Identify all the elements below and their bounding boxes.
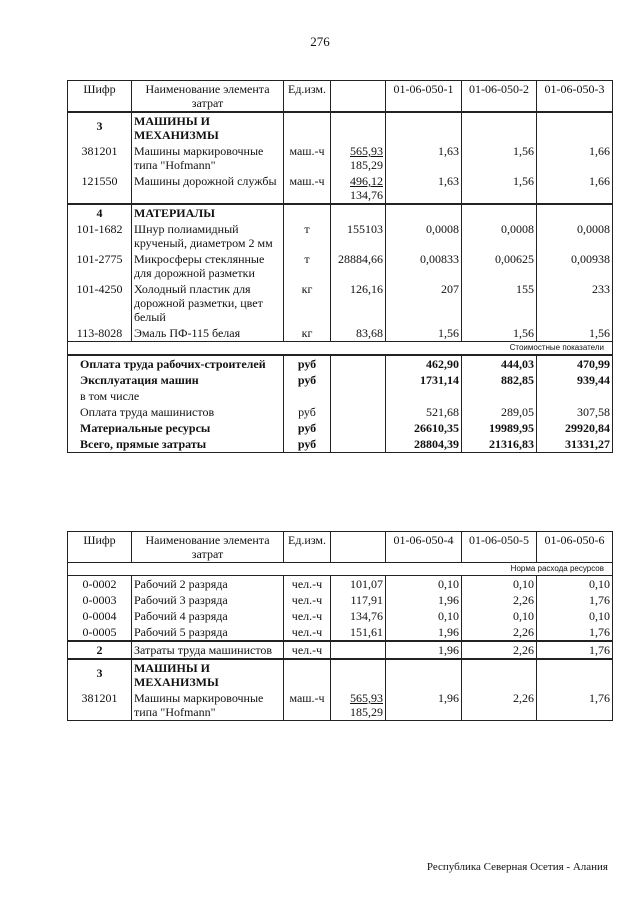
section-title: МАШИНЫ И МЕХАНИЗМЫ <box>132 659 284 690</box>
row-value-1: 0,0008 <box>386 221 462 251</box>
row-value-3: 1,76 <box>537 592 613 608</box>
header-col-2: 01-06-050-5 <box>462 532 537 563</box>
row-unit: чел.-ч <box>284 641 331 659</box>
header-col-3: 01-06-050-3 <box>537 81 613 113</box>
row-value-1: 1,96 <box>386 624 462 641</box>
summary-name: Материальные ресурсы <box>68 420 284 436</box>
summary-value-1: 521,68 <box>386 404 462 420</box>
row-price: 496,12 134,76 <box>331 173 386 204</box>
row-price: 83,68 <box>331 325 386 342</box>
row-value-3: 1,66 <box>537 143 613 173</box>
row-name: Машины маркировочные типа "Hofmann" <box>132 143 284 173</box>
section-row <box>68 112 613 143</box>
summary-row <box>68 388 613 404</box>
table-row <box>68 251 613 281</box>
row-price: 134,76 <box>331 608 386 624</box>
section-code: 2 <box>68 641 132 659</box>
summary-value-2: 289,05 <box>462 404 537 420</box>
row-code: 0-0005 <box>68 624 132 641</box>
summary-value-3: 307,58 <box>537 404 613 420</box>
summary-value-2: 19989,95 <box>462 420 537 436</box>
header-unit: Ед.изм. <box>284 532 331 563</box>
summary-row <box>68 372 613 388</box>
row-code: 101-1682 <box>68 221 132 251</box>
summary-unit: руб <box>284 436 331 453</box>
row-code: 0-0004 <box>68 608 132 624</box>
summary-value-1: 26610,35 <box>386 420 462 436</box>
row-value-3: 1,76 <box>537 624 613 641</box>
section-title: МАТЕРИАЛЫ <box>132 204 284 221</box>
row-unit: кг <box>284 325 331 342</box>
row-code: 121550 <box>68 173 132 204</box>
summary-name: Всего, прямые затраты <box>68 436 284 453</box>
summary-value-3: 470,99 <box>537 355 613 372</box>
page-number: 276 <box>310 34 330 49</box>
row-unit: маш.-ч <box>284 690 331 721</box>
row-code: 101-2775 <box>68 251 132 281</box>
row-unit: т <box>284 251 331 281</box>
summary-value-3: 939,44 <box>537 372 613 388</box>
summary-unit: руб <box>284 372 331 388</box>
row-unit: маш.-ч <box>284 173 331 204</box>
row-unit: чел.-ч <box>284 576 331 593</box>
section-row <box>68 659 613 690</box>
table-row <box>68 325 613 342</box>
row-name: Рабочий 4 разряда <box>132 608 284 624</box>
row-value-1: 1,96 <box>386 641 462 659</box>
row-unit: кг <box>284 281 331 325</box>
row-name: Машины дорожной службы <box>132 173 284 204</box>
row-name: Шнур полиамидный крученый, диаметром 2 мм <box>132 221 284 251</box>
header-unit: Ед.изм. <box>284 81 331 113</box>
section-row <box>68 204 613 221</box>
row-value-2: 1,56 <box>462 143 537 173</box>
section-row <box>68 641 613 659</box>
table-row <box>68 143 613 173</box>
row-value-1: 1,63 <box>386 173 462 204</box>
note-row <box>68 342 613 356</box>
header-price <box>331 532 386 563</box>
row-price: 101,07 <box>331 576 386 593</box>
summary-name: Оплата труда машинистов <box>68 404 284 420</box>
row-value-1: 207 <box>386 281 462 325</box>
table-row <box>68 608 613 624</box>
summary-unit: руб <box>284 355 331 372</box>
table-row <box>68 281 613 325</box>
resource-norm-note: Норма расхода ресурсов <box>68 563 613 576</box>
row-value-3: 233 <box>537 281 613 325</box>
row-name: Холодный пластик для дорожной разметки, цвет белый <box>132 281 284 325</box>
note-row <box>68 563 613 576</box>
summary-name: в том числе <box>68 388 284 404</box>
row-value-2: 0,10 <box>462 608 537 624</box>
header-name: Наименование элемента затрат <box>132 81 284 113</box>
row-name: Машины маркировочные типа "Hofmann" <box>132 690 284 721</box>
row-value-2: 155 <box>462 281 537 325</box>
section-code: 4 <box>68 204 132 221</box>
summary-name: Оплата труда рабочих-строителей <box>68 355 284 372</box>
row-name: Рабочий 3 разряда <box>132 592 284 608</box>
footer-region-name: Республика Северная Осетия - Алания <box>426 861 608 873</box>
header-code: Шифр <box>68 532 132 563</box>
row-code: 113-8028 <box>68 325 132 342</box>
header-col-3: 01-06-050-6 <box>537 532 613 563</box>
row-unit: маш.-ч <box>284 143 331 173</box>
row-value-2: 1,56 <box>462 173 537 204</box>
row-value-3: 0,0008 <box>537 221 613 251</box>
table-row <box>68 576 613 593</box>
section-code: 3 <box>68 112 132 143</box>
row-name: Рабочий 2 разряда <box>132 576 284 593</box>
row-value-2: 2,26 <box>462 690 537 721</box>
header-col-1: 01-06-050-4 <box>386 532 462 563</box>
row-value-2: 0,00625 <box>462 251 537 281</box>
header-name: Наименование элемента затрат <box>132 532 284 563</box>
row-value-1: 1,96 <box>386 592 462 608</box>
row-value-3: 1,76 <box>537 641 613 659</box>
row-value-1: 0,10 <box>386 576 462 593</box>
summary-row <box>68 404 613 420</box>
row-value-1: 1,56 <box>386 325 462 342</box>
row-value-2: 1,56 <box>462 325 537 342</box>
summary-name: Эксплуатация машин <box>68 372 284 388</box>
row-value-3: 1,56 <box>537 325 613 342</box>
row-value-3: 0,10 <box>537 608 613 624</box>
row-value-2: 2,26 <box>462 641 537 659</box>
summary-unit: руб <box>284 404 331 420</box>
resource-table-1 <box>67 80 613 453</box>
row-name: Эмаль ПФ-115 белая <box>132 325 284 342</box>
row-value-3: 1,76 <box>537 690 613 721</box>
row-value-2: 2,26 <box>462 592 537 608</box>
summary-row <box>68 436 613 453</box>
row-price: 151,61 <box>331 624 386 641</box>
summary-value-1: 1731,14 <box>386 372 462 388</box>
row-code: 381201 <box>68 690 132 721</box>
row-price: 155103 <box>331 221 386 251</box>
row-price: 28884,66 <box>331 251 386 281</box>
row-name: Рабочий 5 разряда <box>132 624 284 641</box>
row-value-2: 0,0008 <box>462 221 537 251</box>
summary-row <box>68 355 613 372</box>
summary-row <box>68 420 613 436</box>
table-header-row <box>68 532 613 563</box>
row-code: 101-4250 <box>68 281 132 325</box>
row-value-1: 0,00833 <box>386 251 462 281</box>
summary-value-1: 462,90 <box>386 355 462 372</box>
row-price: 126,16 <box>331 281 386 325</box>
summary-value-3: 31331,27 <box>537 436 613 453</box>
table-row <box>68 592 613 608</box>
summary-unit: руб <box>284 420 331 436</box>
table-header-row <box>68 81 613 113</box>
table-row <box>68 690 613 721</box>
row-unit: чел.-ч <box>284 592 331 608</box>
row-unit: чел.-ч <box>284 608 331 624</box>
cost-indicators-note: Стоимостные показатели <box>68 342 613 356</box>
section-code: 3 <box>68 659 132 690</box>
row-code: 0-0003 <box>68 592 132 608</box>
row-value-2: 2,26 <box>462 624 537 641</box>
summary-value-2: 882,85 <box>462 372 537 388</box>
table-row <box>68 221 613 251</box>
row-code: 0-0002 <box>68 576 132 593</box>
row-value-1: 1,96 <box>386 690 462 721</box>
row-value-3: 0,10 <box>537 576 613 593</box>
row-unit: чел.-ч <box>284 624 331 641</box>
row-value-1: 0,10 <box>386 608 462 624</box>
row-name: Микросферы стеклянные для дорожной разметки <box>132 251 284 281</box>
row-unit: т <box>284 221 331 251</box>
row-price: 565,93 185,29 <box>331 143 386 173</box>
header-price <box>331 81 386 113</box>
row-value-3: 1,66 <box>537 173 613 204</box>
summary-value-1: 28804,39 <box>386 436 462 453</box>
row-value-2: 0,10 <box>462 576 537 593</box>
summary-value-3: 29920,84 <box>537 420 613 436</box>
resource-table-2 <box>67 531 613 721</box>
header-col-2: 01-06-050-2 <box>462 81 537 113</box>
row-value-3: 0,00938 <box>537 251 613 281</box>
section-title: МАШИНЫ И МЕХАНИЗМЫ <box>132 112 284 143</box>
row-code: 381201 <box>68 143 132 173</box>
table-row <box>68 624 613 641</box>
row-price: 117,91 <box>331 592 386 608</box>
header-col-1: 01-06-050-1 <box>386 81 462 113</box>
header-code: Шифр <box>68 81 132 113</box>
summary-value-2: 21316,83 <box>462 436 537 453</box>
table-row <box>68 173 613 204</box>
section-title: Затраты труда машинистов <box>132 641 284 659</box>
row-value-1: 1,63 <box>386 143 462 173</box>
summary-value-2: 444,03 <box>462 355 537 372</box>
row-price: 565,93 185,29 <box>331 690 386 721</box>
